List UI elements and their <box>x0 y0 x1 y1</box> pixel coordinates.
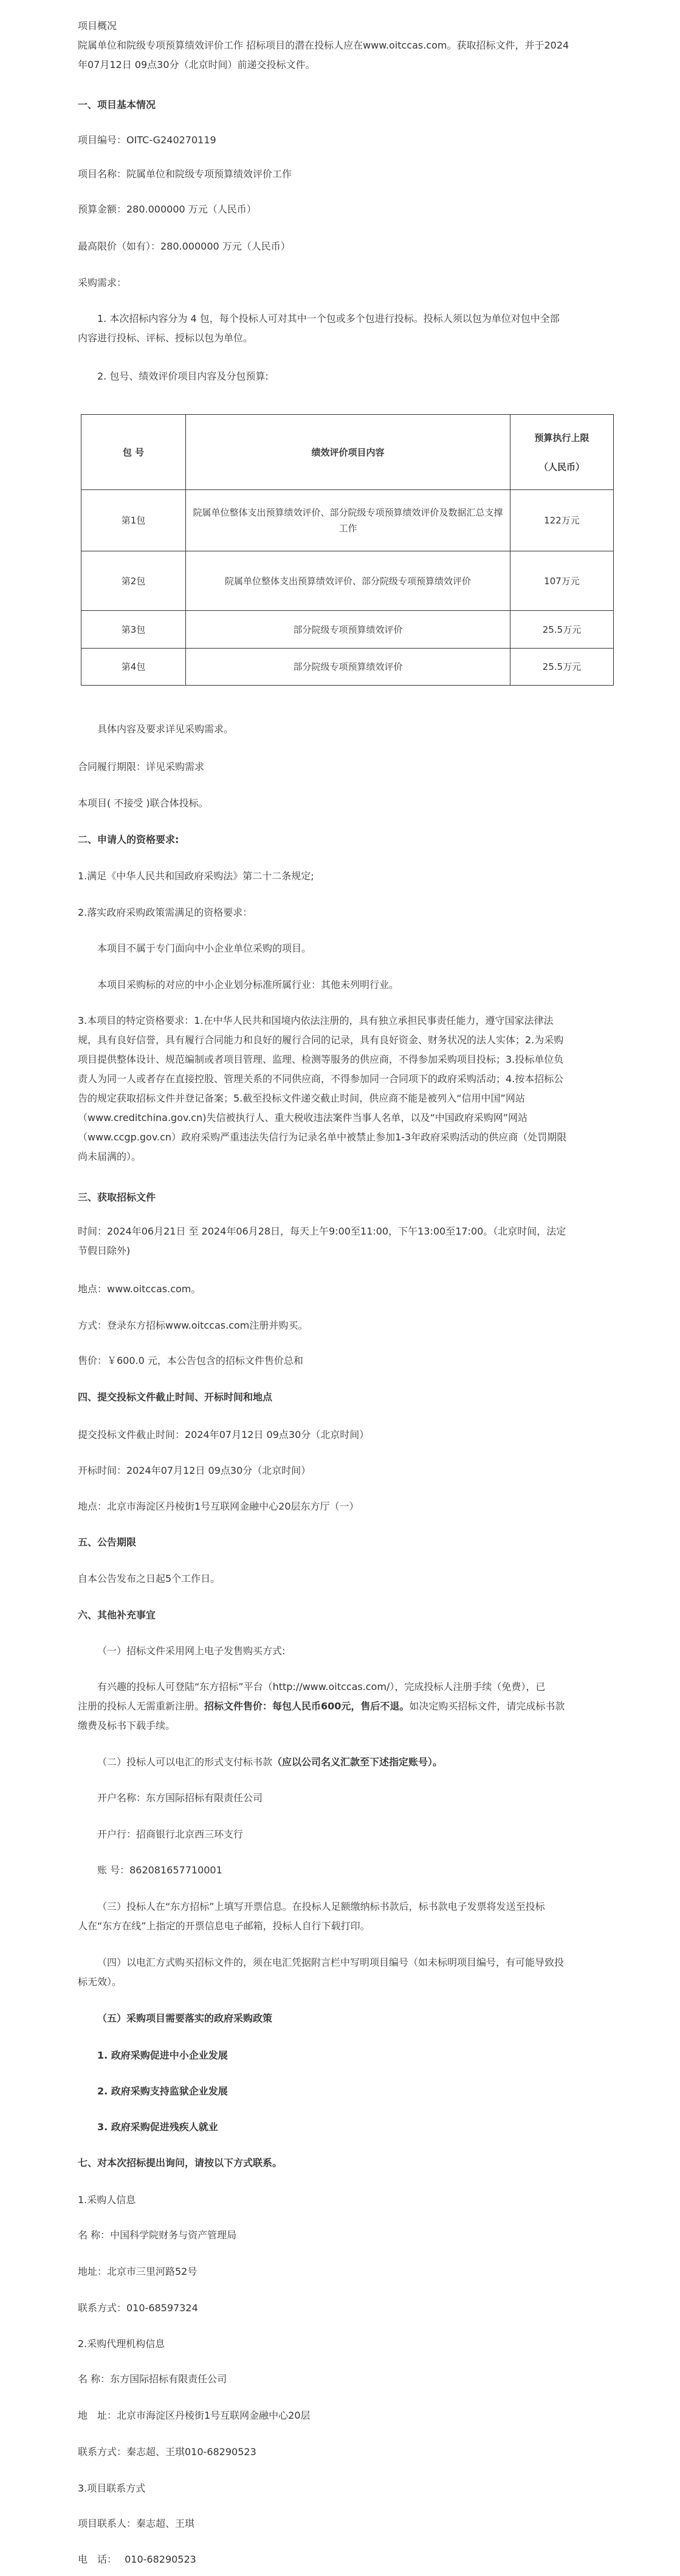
table-row <box>81 649 614 686</box>
project-number: 项目编号：OITC-G240270119 <box>78 134 216 146</box>
section-heading: 六、其他补充事宜 <box>78 1609 156 1621</box>
section-heading: 七、对本次招标提出询问，请按以下方式联系。 <box>78 2157 283 2169</box>
requirements-title: 采购需求： <box>78 277 127 288</box>
qualification-item: 规，具有良好信誉，具有履行合同能力和良好的履行合同的记录，具有良好资金、财务状况的法人实体；2.为采购 <box>78 1034 564 1046</box>
agency-phone: 联系方式：秦志超、王琪010-68290523 <box>78 2446 256 2458</box>
requirement-2: 2. 包号、绩效评价项目内容及分包预算: <box>97 370 269 382</box>
budget-cell: 25.5万元 <box>510 649 614 686</box>
supplement-item: （四）以电汇方式购买招标文件的，须在电汇凭据附言栏中写明项目编号（如未标明项目编号，有可能导致投 <box>97 1957 565 1968</box>
qualification-item: 尚未届满的）。 <box>78 1151 142 1162</box>
opening-time: 开标时间：2024年07月12日 09点30分（北京时间） <box>78 1465 311 1476</box>
qualification-subitem: 本项目不属于专门面向中小企业单位采购的项目。 <box>97 942 312 954</box>
policy-title: （五）采购项目需要落实的政府采购政策 <box>97 2012 273 2024</box>
acquire-time: 节假日除外) <box>78 1245 131 1256</box>
section-heading: 一、项目基本情况 <box>78 99 156 111</box>
qualification-item: （www.creditchina.gov.cn)失信被执行人、重大税收违法案件当事人名单，以及“中国政府采购网”网站 <box>78 1112 528 1123</box>
header-budget <box>510 415 614 490</box>
qualification-subitem: 本项目采购标的对应的中小企业划分标准所属行业：其他未列明行业。 <box>97 979 399 990</box>
document-price: 售价：￥600.0 元，本公告包含的招标文件售价总和 <box>78 1355 303 1366</box>
qualification-item: 2.落实政府采购政策需满足的资格要求： <box>78 907 253 918</box>
qualification-item: 责人为同一人或者存在直接控股、管理关系的不同供应商，不得参加同一合同项下的政府采购活动；4.按本招标公 <box>78 1073 564 1085</box>
package-cell: 第4包 <box>81 649 186 686</box>
payee-bank: 开户行：招商银行北京西三环支行 <box>97 1828 244 1840</box>
project-contact: 项目联系人：秦志超、王琪 <box>78 2518 195 2529</box>
qualification-item: 项目提供整体设计、规范编制或者项目管理、监理、检测等服务的供应商，不得参加采购项目投标；3.投标单位负 <box>78 1054 564 1065</box>
budget-cell: 122万元 <box>510 490 614 551</box>
section-heading: 三、获取招标文件 <box>78 1191 156 1203</box>
content-cell: 部分院级专项预算绩效评价 <box>186 649 510 686</box>
policy-item: 1. 政府采购促进中小企业发展 <box>97 2050 228 2061</box>
qualification-item: 3.本项目的特定资格要求：1.在中华人民共和国境内依法注册的，具有独立承担民事责任能力，遵守国家法律法 <box>78 1015 554 1026</box>
project-name: 项目名称：院属单位和院级专项预算绩效评价工作 <box>78 168 292 180</box>
supplement-item: （一）招标文件采用网上电子发售购买方式: <box>97 1645 286 1657</box>
agency-name: 名 称：东方国际招标有限责任公司 <box>78 2373 227 2385</box>
contact-title: 3.项目联系方式 <box>78 2482 146 2494</box>
submission-deadline: 提交投标文件截止时间：2024年07月12日 09点30分（北京时间） <box>78 1429 369 1440</box>
purchaser-address: 地址：北京市三里河路52号 <box>78 2266 197 2277</box>
qualification-item: （www.ccgp.gov.cn）政府采购严重违法失信行为记录名单中被禁止参加1-3年政府采购活动的供应商（处罚期限 <box>78 1131 567 1143</box>
project-phone: 电 话： 010-68290523 <box>78 2554 196 2565</box>
max-price: 最高限价（如有）：280.000000 万元（人民币） <box>78 240 290 252</box>
table-header-row <box>81 415 614 490</box>
qualification-item: 1.满足《中华人民共和国政府采购法》第二十二条规定; <box>78 870 314 882</box>
contact-title: 2.采购代理机构信息 <box>78 2338 165 2349</box>
supplement-item: 有兴趣的投标人可登陆“东方招标”平台（http://www.oitccas.com/），完成投标人注册手续（免费），已 <box>97 1681 546 1692</box>
supplement-item: （三）投标人在“东方招标”上填写开票信息。在投标人足额缴纳标书款后，标书款电子发票将发送至投标 <box>97 1901 545 1912</box>
package-cell: 第2包 <box>81 551 186 611</box>
policy-item: 3. 政府采购促进残疾人就业 <box>97 2121 218 2133</box>
content-cell: 院属单位整体支出预算绩效评价、部分院级专项预算绩效评价 <box>186 551 510 611</box>
header-budget-line: （人民币） <box>538 461 585 472</box>
overview-title: 项目概况 <box>78 20 117 32</box>
consortium-note: 本项目( 不接受 )联合体投标。 <box>78 797 208 809</box>
policy-item: 2. 政府采购支持监狱企业发展 <box>97 2085 228 2097</box>
purchaser-name: 名 称：中国科学院财务与资产管理局 <box>78 2229 237 2241</box>
section-heading: 四、提交投标文件截止时间、开标时间和地点 <box>78 1391 273 1403</box>
supplement-text: （二）投标人可以电汇的形式支付标书款 <box>97 1756 273 1768</box>
package-cell: 第3包 <box>81 611 186 649</box>
table-row <box>81 611 614 649</box>
overview-line: 年07月12日 09点30分（北京时间）前递交投标文件。 <box>78 59 315 70</box>
detail-note: 具体内容及要求详见采购需求。 <box>97 723 234 735</box>
section-heading: 二、申请人的资格要求: <box>78 834 179 845</box>
requirement-1: 内容进行投标、评标、授标以包为单位。 <box>78 332 253 344</box>
acquire-time: 时间：2024年06月21日 至 2024年06月28日，每天上午9:00至11:00，下午13:00至17:00。（北京时间，法定 <box>78 1225 566 1237</box>
header-content: 绩效评价项目内容 <box>186 415 510 490</box>
budget-cell: 107万元 <box>510 551 614 611</box>
purchaser-phone: 联系方式：010-68597324 <box>78 2302 198 2314</box>
section-heading: 五、公告期限 <box>78 1536 137 1548</box>
requirement-1: 1. 本次招标内容分为 4 包，每个投标人可对其中一个包或多个包进行投标。投标人须以包为单位对包中全部 <box>97 313 560 324</box>
acquire-method: 方式：登录东方招标www.oitccas.com注册并购买。 <box>78 1320 308 1331</box>
payee-name: 开户名称：东方国际招标有限责任公司 <box>97 1792 263 1804</box>
supplement-item <box>78 1697 625 1716</box>
package-table <box>81 414 614 686</box>
notice-period: 自本公告发布之日起5个工作日。 <box>78 1573 221 1584</box>
acquire-place: 地点：www.oitccas.com。 <box>78 1283 201 1295</box>
overview-line: 院属单位和院级专项预算绩效评价工作 招标项目的潜在投标人应在www.oitccas.com。获取招标文件，并于2024 <box>78 39 569 51</box>
budget-cell: 25.5万元 <box>510 611 614 649</box>
supplement-item <box>97 1753 644 1771</box>
header-budget-line: 预算执行上限 <box>534 432 589 443</box>
agency-address: 地 址：北京市海淀区丹棱街1号互联网金融中心20层 <box>78 2410 311 2421</box>
qualification-item: 告的规定获取招标文件并登记备案；5.截至投标文件递交截止时间，供应商不能是被列入“信用中国”网站 <box>78 1092 525 1104</box>
table-row <box>81 490 614 551</box>
budget-amount: 预算金额：280.000000 万元（人民币） <box>78 203 256 215</box>
content-cell: 院属单位整体支出预算绩效评价、部分院级专项预算绩效评价及数据汇总支撑工作 <box>186 490 510 551</box>
content-cell: 部分院级专项预算绩效评价 <box>186 611 510 649</box>
supplement-text: 如决定购买招标文件，请完成标书款 <box>409 1700 565 1712</box>
supplement-text: 注册的投标人无需重新注册。 <box>78 1700 205 1712</box>
supplement-item: 标无效）。 <box>78 1976 122 1988</box>
header-package: 包 号 <box>81 415 186 490</box>
payee-account: 账 号：862081657710001 <box>97 1864 222 1876</box>
opening-location: 地点：北京市海淀区丹棱街1号互联网金融中心20层东方厅（一） <box>78 1501 359 1512</box>
supplement-item: 人在“东方在线”上指定的开票信息电子邮箱，投标人自行下载打印。 <box>78 1920 370 1932</box>
contact-title: 1.采购人信息 <box>78 2194 136 2206</box>
table-row <box>81 551 614 611</box>
price-emphasis: 招标文件售价：每包人民币600元，售后不退。 <box>204 1700 410 1712</box>
supplement-item: 缴费及标书下载手续。 <box>78 1720 176 1731</box>
account-emphasis: （应以公司名义汇款至下述指定账号）。 <box>272 1756 443 1768</box>
contract-period: 合同履行期限：详见采购需求 <box>78 761 205 772</box>
package-cell: 第1包 <box>81 490 186 551</box>
